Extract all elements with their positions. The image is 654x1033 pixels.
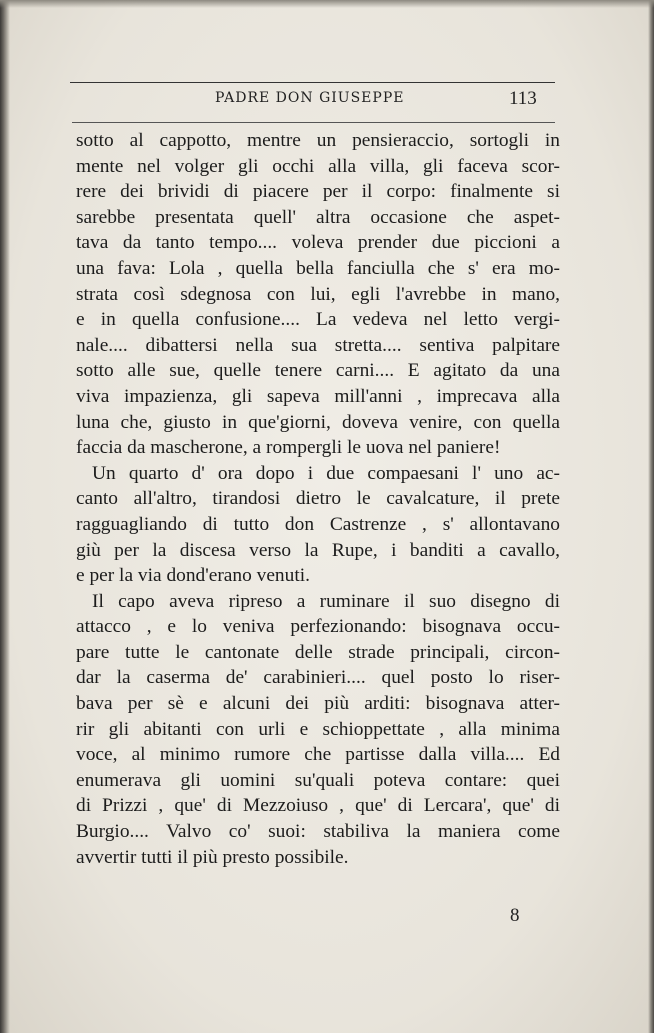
text-line: voce, al minimo rumore che partisse dalla villa.... Ed	[76, 744, 560, 766]
body-text	[76, 128, 560, 870]
text-line: ragguagliando di tutto don Castrenze , s' allontavano	[76, 513, 560, 535]
text-line: giù per la discesa verso la Rupe, i banditi a cavallo,	[76, 539, 560, 561]
header-top-rule	[70, 82, 555, 83]
text-line: avvertir tutti il più presto possibile.	[76, 846, 349, 868]
text-line: canto all'altro, tirandosi dietro le cavalcature, il prete	[76, 488, 560, 510]
text-line: tava da tanto tempo.... voleva prender due piccioni a	[76, 232, 560, 254]
text-line: sotto alle sue, quelle tenere carni.... E agitato da una	[76, 360, 560, 382]
text-line: nale.... dibattersi nella sua stretta.... sentiva palpitare	[76, 334, 560, 356]
page-top-edge	[0, 0, 654, 8]
text-line: sotto al cappotto, mentre un pensieraccio, sortogli in	[76, 130, 560, 151]
text-line: luna che, giusto in que'giorni, doveva venire, con quella	[76, 411, 560, 433]
text-line: e in quella confusione.... La vedeva nel letto vergi-	[76, 309, 560, 331]
text-line: bava per sè e alcuni dei più arditi: bisognava atter-	[76, 693, 560, 715]
page-right-edge	[648, 0, 654, 1033]
text-line: faccia da mascherone, a rompergli le uova nel paniere!	[76, 437, 501, 459]
text-line: enumerava gli uomini su'quali poteva contare: quei	[76, 769, 560, 791]
text-line: strata così sdegnosa con lui, egli l'avrebbe in mano,	[76, 283, 560, 305]
signature-mark: 8	[510, 905, 520, 926]
text-line: Un quarto d' ora dopo i due compaesani l' uno ac-	[92, 462, 560, 484]
text-line: attacco , e lo veniva perfezionando: bisognava occu-	[76, 616, 560, 638]
page-binding-edge	[0, 0, 10, 1033]
header-bottom-rule	[72, 122, 555, 123]
text-line: pare tutte le cantonate delle strade principali, circon-	[76, 641, 560, 663]
text-line: mente nel volger gli occhi alla villa, gli faceva scor-	[76, 155, 560, 177]
text-line: una fava: Lola , quella bella fanciulla che s' era mo-	[76, 257, 560, 279]
text-line: dar la caserma de' carabinieri.... quel posto lo riser-	[76, 667, 560, 689]
text-line: Burgio.... Valvo co' suoi: stabiliva la maniera come	[76, 821, 560, 843]
text-line: di Prizzi , que' di Mezzoiuso , que' di Lercara', que' di	[76, 795, 560, 817]
running-head: PADRE DON GIUSEPPE	[215, 90, 405, 106]
page-number: 113	[509, 88, 537, 109]
text-line: Il capo aveva ripreso a ruminare il suo disegno di	[92, 590, 560, 612]
text-line: sarebbe presentata quell' altra occasione che aspet-	[76, 206, 560, 228]
text-line: e per la via dond'erano venuti.	[76, 565, 310, 587]
text-line: viva impazienza, gli sapeva mill'anni , imprecava alla	[76, 385, 560, 407]
text-line: rir gli abitanti con urli e schioppettate , alla minima	[76, 718, 560, 740]
text-line: rere dei brividi di piacere per il corpo: finalmente si	[76, 181, 560, 203]
